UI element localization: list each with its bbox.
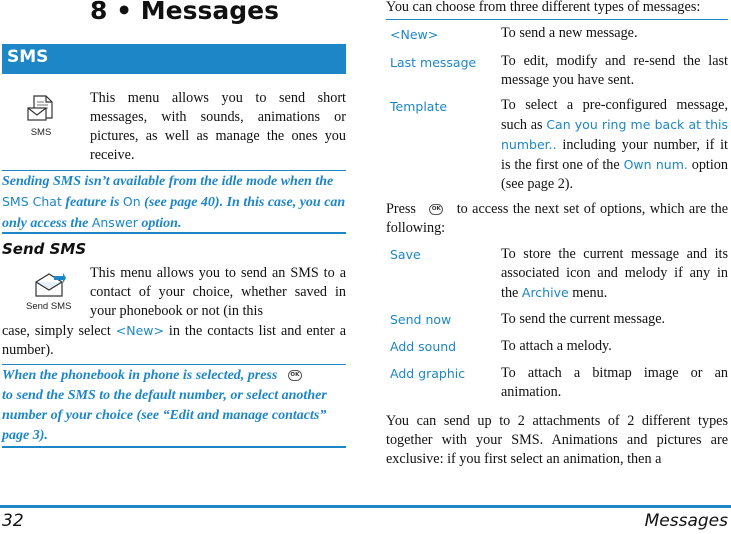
send-sms-paragraph-top: This menu allows you to send an SMS to a contact of your choice, whether saved in your phonebook or not (in this [90, 265, 346, 319]
option-template-desc: To select a pre-configured message, such as Can you ring me back at this number.. including your number, if it is the first one of the Own num. option (see page 2). [501, 97, 729, 192]
table-top-rule [386, 19, 728, 20]
option-add-graphic-desc: To attach a bitmap image or an animation. [501, 365, 728, 400]
ui-template-example: Can you ring me back at this number.. [501, 117, 729, 152]
footer-rule [0, 505, 731, 508]
send-envelope-icon [32, 272, 66, 300]
option-add-sound-desc: To attach a melody. [501, 338, 612, 354]
page-number: 32 [2, 511, 24, 531]
ui-on: On [122, 194, 141, 209]
send-sms-heading: Send SMS [2, 240, 87, 258]
option-send-now-desc: To send the current message. [501, 311, 666, 327]
note2-divider-top [2, 364, 346, 365]
chapter-title: 8 • Messages [90, 0, 279, 25]
sms-menu-icon-box [26, 94, 56, 138]
footer-section-name: Messages [644, 511, 728, 531]
note-divider-top [2, 170, 346, 171]
option-last-message-label: Last message [390, 55, 477, 70]
phonebook-note: When the phonebook in phone is selected, press OK to send the SMS to the default number, or select another number of your choice (see “Edit and manage contacts” page 3). [2, 368, 327, 443]
option-save-desc: To store the current message and its associated icon and melody if any in the Archive menu. [501, 246, 728, 301]
sms-section-header: SMS [2, 44, 346, 74]
option-save-label: Save [390, 247, 421, 262]
option-send-now-label: Send now [390, 312, 452, 327]
send-sms-icon-box [26, 272, 71, 312]
option-template-label: Template [390, 99, 448, 114]
ui-archive: Archive [521, 285, 569, 300]
sms-intro-paragraph: This menu allows you to send short messages, with sounds, animations or pictures, as well as manage the ones you receive. [90, 90, 346, 163]
option-add-graphic-label: Add graphic [390, 366, 466, 381]
envelope-document-icon [26, 94, 56, 126]
sms-icon-caption: SMS [30, 127, 52, 138]
ok-key-icon-2: OK [429, 204, 443, 215]
ui-answer: Answer [91, 215, 138, 230]
message-types-intro: You can choose from three different types of messages: [386, 0, 701, 15]
option-new-label: <New> [390, 27, 439, 42]
note-divider-bottom [2, 232, 346, 234]
ui-sms-chat: SMS Chat [2, 194, 62, 209]
ok-key-icon: OK [288, 370, 302, 381]
attachments-paragraph: You can send up to 2 attachments of 2 different types together with your SMS. Animations and pictures are exclusive: if you first select an animation, then a [386, 413, 728, 467]
note2-divider-bottom [2, 446, 346, 448]
sms-chat-note: Sending SMS isn’t available from the idle mode when the SMS Chat feature is On (see page 40). In this case, you can only access the Answer option. [2, 174, 346, 231]
ui-new-option: <New> [115, 323, 164, 338]
ui-own-num: Own num. [623, 157, 688, 172]
option-add-sound-label: Add sound [390, 339, 457, 354]
option-last-message-desc: To edit, modify and re-send the last message you have sent. [501, 53, 728, 88]
press-ok-paragraph: Press OK to access the next set of options, which are the following: [386, 201, 729, 236]
send-sms-icon-caption: Send SMS [26, 301, 72, 312]
send-sms-paragraph-bottom: case, simply select <New> in the contacts list and enter a number). [2, 323, 346, 358]
option-new-desc: To send a new message. [501, 25, 638, 41]
